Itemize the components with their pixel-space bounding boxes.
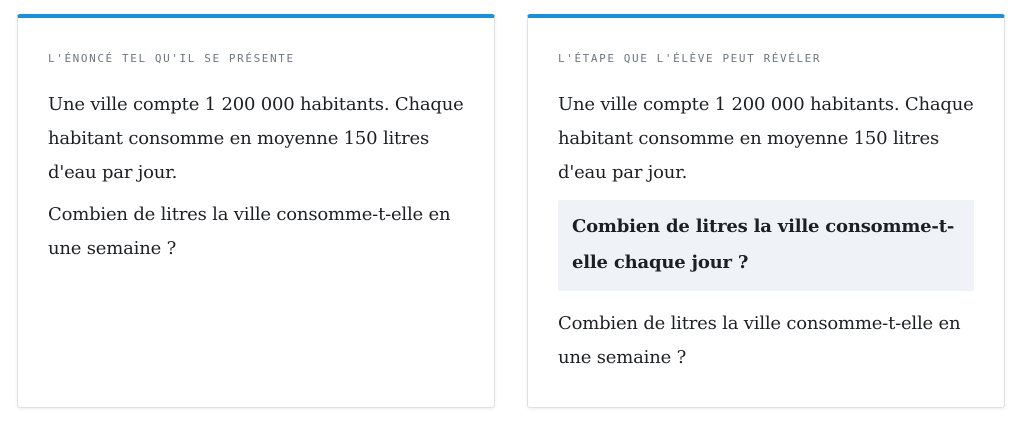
card-eyebrow: L'ÉTAPE QUE L'ÉLÈVE PEUT RÉVÉLER	[558, 52, 822, 65]
problem-question: Combien de litres la ville consomme-t-elle en une semaine ?	[48, 204, 451, 259]
revealed-step-box	[558, 200, 974, 291]
revealed-step-text: Combien de litres la ville consomme-t-elle chaque jour ?	[572, 216, 955, 273]
card-eyebrow: L'ÉNONCÉ TEL QU'IL SE PRÉSENTE	[48, 52, 295, 65]
problem-statement: Une ville compte 1 200 000 habitants. Chaque habitant consomme en moyenne 150 litres d'eau par jour.	[558, 94, 974, 183]
revealed-step-card	[527, 14, 1005, 408]
problem-question: Combien de litres la ville consomme-t-elle en une semaine ?	[558, 313, 961, 368]
original-statement-card	[17, 14, 495, 408]
problem-statement: Une ville compte 1 200 000 habitants. Chaque habitant consomme en moyenne 150 litres d'eau par jour.	[48, 94, 464, 183]
